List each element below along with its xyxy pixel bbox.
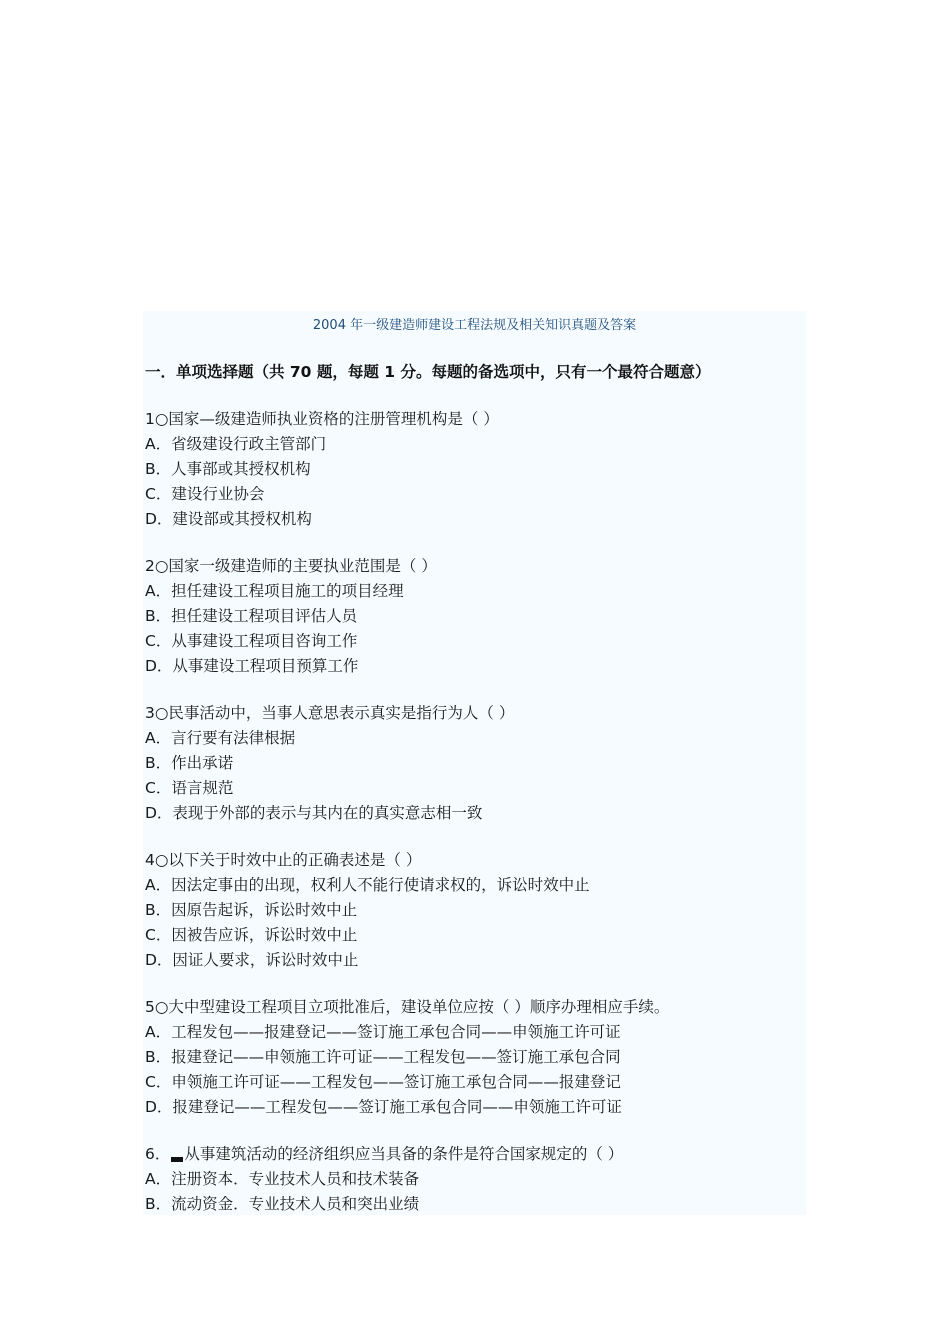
question-stem: 3○民事活动中，当事人意思表示真实是指行为人（ ）	[145, 704, 515, 722]
option-d: D．建设部或其授权机构	[145, 510, 312, 528]
question-1	[145, 407, 795, 532]
question-stem: 4○以下关于时效中止的正确表述是（ ）	[145, 851, 422, 869]
option-a: A．工程发包——报建登记——签订施工承包合同——申领施工许可证	[145, 1023, 621, 1041]
question-stem	[145, 1142, 795, 1167]
question-stem-text: 从事建筑活动的经济组织应当具备的条件是符合国家规定的（ ）	[184, 1145, 624, 1163]
blank-mark	[171, 1157, 183, 1162]
option-b: B．人事部或其授权机构	[145, 460, 311, 478]
option-d: D．因证人要求，诉讼时效中止	[145, 951, 359, 969]
option-b: B．报建登记——申领施工许可证——工程发包——签订施工承包合同	[145, 1048, 621, 1066]
option-d: D．表现于外部的表示与其内在的真实意志相一致	[145, 804, 483, 822]
question-stem: 1○国家—级建造师执业资格的注册管理机构是（ ）	[145, 410, 499, 428]
option-c: C．因被告应诉，诉讼时效中止	[145, 926, 358, 944]
option-a: A．注册资本．专业技术人员和技术装备	[145, 1170, 420, 1188]
question-4	[145, 848, 795, 973]
option-c: C．语言规范	[145, 779, 234, 797]
option-b: B．因原告起诉，诉讼时效中止	[145, 901, 358, 919]
question-list	[145, 407, 795, 1215]
question-3	[145, 701, 795, 826]
option-d: D．从事建设工程项目预算工作	[145, 657, 359, 675]
question-number: 6．	[145, 1145, 171, 1163]
document-title: 2004 年一级建造师建设工程法规及相关知识真题及答案	[312, 318, 637, 333]
option-d: D．报建登记——工程发包——签订施工承包合同——申领施工许可证	[145, 1098, 622, 1116]
option-c: C．申领施工许可证——工程发包——签订施工承包合同——报建登记	[145, 1073, 621, 1091]
question-2	[145, 554, 795, 679]
question-6	[145, 1142, 795, 1215]
section-heading: 一．单项选择题（共 70 题，每题 1 分。每题的备选项中，只有一个最符合题意）	[145, 363, 711, 381]
option-a: A．省级建设行政主管部门	[145, 435, 327, 453]
option-b: B．流动资金．专业技术人员和突出业绩	[145, 1195, 420, 1213]
option-a: A．言行要有法律根据	[145, 729, 296, 747]
option-c: C．从事建设工程项目咨询工作	[145, 632, 358, 650]
document-panel	[143, 311, 806, 1215]
option-b: B．作出承诺	[145, 754, 234, 772]
option-b: B．担任建设工程项目评估人员	[145, 607, 358, 625]
option-c: C．建设行业协会	[145, 485, 265, 503]
option-a: A．担任建设工程项目施工的项目经理	[145, 582, 404, 600]
question-5	[145, 995, 795, 1120]
question-stem: 5○大中型建设工程项目立项批准后，建设单位应按（ ）顺序办理相应手续。	[145, 998, 670, 1016]
question-stem: 2○国家一级建造师的主要执业范围是（ ）	[145, 557, 437, 575]
option-a: A．因法定事由的出现，权利人不能行使请求权的，诉讼时效中止	[145, 876, 590, 894]
